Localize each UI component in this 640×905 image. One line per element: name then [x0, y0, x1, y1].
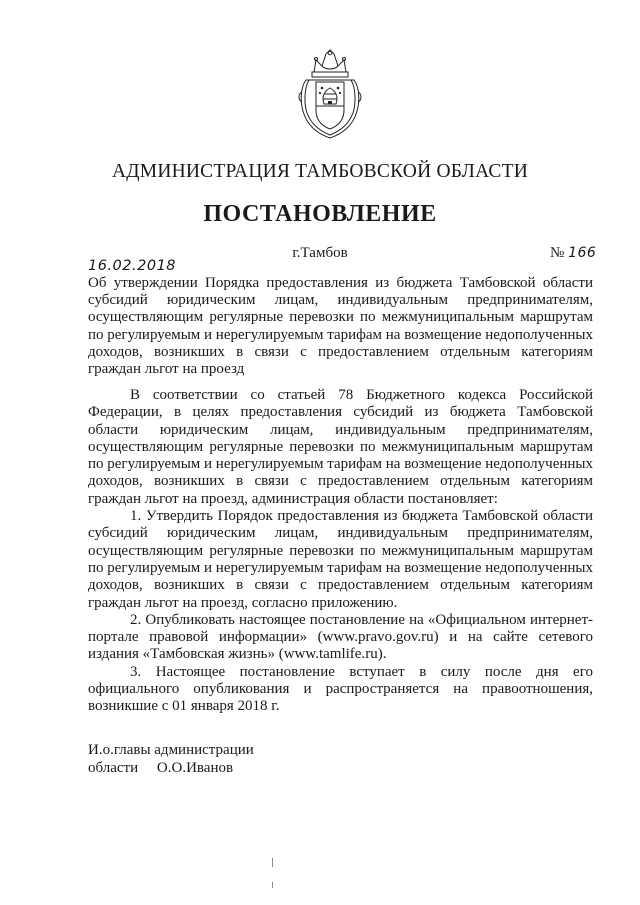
body-paragraph: 2. Опубликовать настоящее постановление на «Официальном интернет-портале правовой информации» (www.pravo.gov.ru) и на сайте сетевого издания «Тамбовская жизнь» (www.tamlife.ru).	[88, 611, 593, 663]
document-body	[88, 387, 593, 716]
scan-artifact-mark	[272, 882, 273, 888]
tambov-oblast-coat-of-arms-icon	[296, 48, 364, 140]
signature-block	[88, 741, 254, 777]
signatory-position: И.о.главы администрации	[88, 742, 254, 758]
scan-artifact-mark	[272, 858, 273, 867]
signatory-name: О.О.Иванов	[156, 760, 234, 776]
document-number	[550, 245, 596, 262]
body-paragraph: В соответствии со статьей 78 Бюджетного кодекса Российской Федерации, в целях предоставления субсидий из бюджета Тамбовской области юридическим лицам, индивидуальным предпринимателям, осуществляющим регулярные перевозки по межмуниципальным маршрутам по регулируемым и нерегулируемым тарифам на возмещение недополученных доходов, возникших в связи с предоставлением отдельным категориям граждан льгот на проезд, администрация области постановляет:	[88, 387, 593, 507]
body-paragraph: 1. Утвердить Порядок предоставления из бюджета Тамбовской области субсидий юридическим лицам, индивидуальным предпринимателям, осуществляющим регулярные перевозки по межмуниципальным маршрутам по регулируемым и нерегулируемым тарифам на возмещение недополученных доходов, возникших в связи с предоставлением отдельным категориям граждан льгот на проезд, согласно приложению.	[88, 508, 593, 611]
document-number-prefix: №	[550, 245, 565, 261]
signatory-position-cont: области	[88, 760, 139, 776]
signatory-line	[88, 759, 254, 777]
document-subject: Об утверждении Порядка предоставления из бюджета Тамбовской области субсидий юридическим лицам, индивидуальным предпринимателям, осуществляющим регулярные перевозки по межмуниципальным маршрутам по регулируемым и нерегулируемым тарифам на возмещение недополученных доходов, возникших в связи с предоставлением отдельным категориям граждан льгот на проезд	[88, 275, 593, 378]
document-date: 16.02.2018	[88, 258, 177, 274]
body-paragraph: 3. Настоящее постановление вступает в силу после дня его официального опубликования и распространяется на правоотношения, возникшие с 01 января 2018 г.	[88, 663, 593, 715]
document-number-value: 166	[568, 245, 597, 261]
document-city: г.Тамбов	[292, 245, 348, 261]
document-type-title: ПОСТАНОВЛЕНИЕ	[203, 201, 437, 227]
organization-title: АДМИНИСТРАЦИЯ ТАМБОВСКОЙ ОБЛАСТИ	[112, 161, 528, 182]
